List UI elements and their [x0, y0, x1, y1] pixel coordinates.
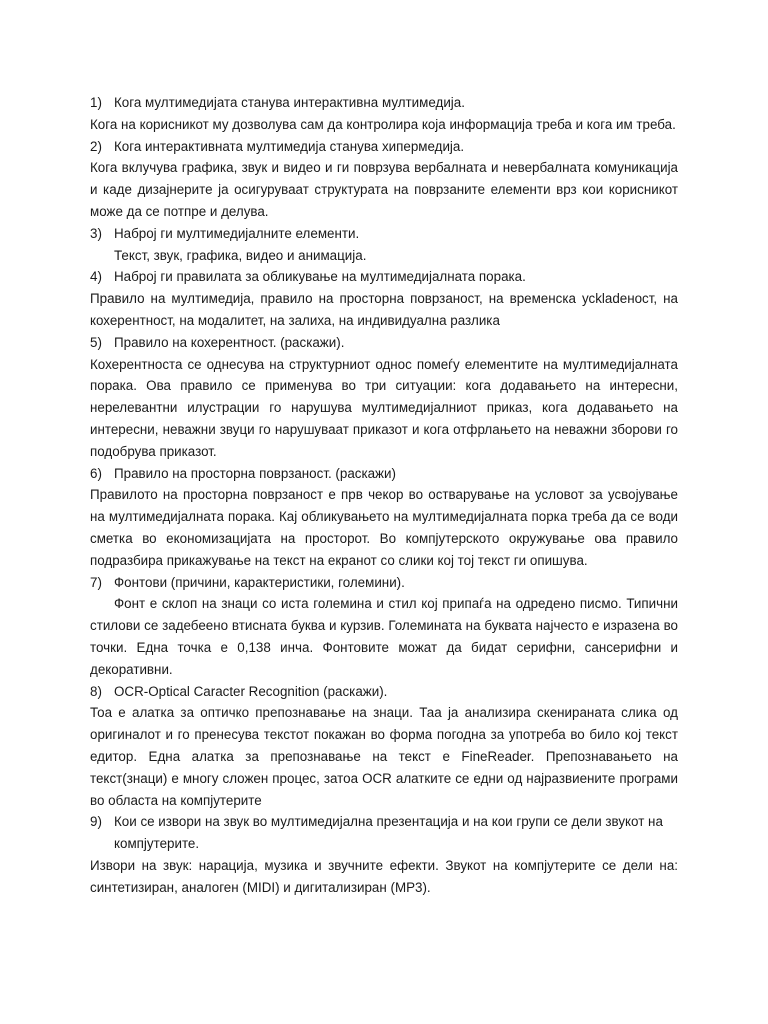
answer-8: Тоа е алатка за оптичко препознавање на знаци. Таа ја анализира скенираната слика од оригиналот и го пренесува текстот покажан во форма погодна за употреба во било кој текст едитор. Една алатка за препознавање на текст е FineReader. Препознавањето на текст(знаци) е многу сложен процес, затоа OCR алатките се едни од најразвиените програми во областа на компјутерите [90, 705, 678, 808]
question-number: 7) [90, 574, 102, 590]
question-number: 8) [90, 683, 102, 699]
question-1 [90, 92, 678, 114]
question-text: Кога интерактивната мултимедија станува хипермедија. [114, 138, 465, 154]
question-number: 9) [90, 814, 102, 830]
question-number: 1) [90, 95, 102, 110]
question-number: 2) [90, 138, 102, 154]
question-text: Кои се извори на звук во мултимедијална презентација и на кои групи се дели звукот на компјутерите. [114, 814, 663, 852]
question-6 [90, 463, 678, 485]
question-3 [90, 223, 678, 245]
question-text: Кога мултимедијата станува интерактивна мултимедија. [114, 95, 465, 110]
question-8 [90, 681, 678, 703]
answer-1: Кога на корисникот му дозволува сам да контролира која информација треба и кога им треба. [90, 116, 676, 132]
question-text: Правило на просторна поврзаност. (раскажи) [114, 465, 396, 481]
question-5 [90, 332, 678, 354]
question-text: Наброј ги мултимедијалните елементи. [114, 225, 360, 241]
question-7 [90, 572, 678, 594]
question-4 [90, 266, 678, 288]
question-number: 5) [90, 334, 102, 350]
answer-7: Фонт е склоп на знаци со иста големина и стил кој припаѓа на одредено писмо. Типични стилови се задебеено втисната буква и курзив. Големината на буквата најчесто е изразена во точки. Една точка е 0,138 инча. Фонтовите можат да бидат серифни, сансерифни и декоративни. [90, 596, 678, 677]
question-text: Наброј ги правилата за обликување на мултимедијалната порака. [114, 269, 526, 285]
answer-2: Кога вклучува графика, звук и видео и ги поврзува вербалната и невербалната комуникација и каде дизајнерите ја осигуруваат структурата на поврзаните елементи врз кои корисникот може да се потпре и делува. [90, 160, 678, 219]
question-2 [90, 136, 678, 158]
answer-4: Правило на мултимедија, правило на просторна поврзаност, на временска усkladеност, на кохерентност, на модалитет, на залиха, на индивидуална разлика [90, 291, 678, 328]
question-text: OCR-Optical Caracter Recognition (раскажи). [114, 683, 388, 699]
answer-6: Правилото на просторна поврзаност е прв чекор во остварување на условот за усвојување на мултимедијалната порака. Кај обликувањето на мултимедијалната порка треба да се води сметка во економизацијата на просторот. Во компјутерското окружување ова правило подразбира прикажување на текст на екранот со слики кој тој текст ги опишува. [90, 487, 678, 568]
question-text: Фонтови (причини, карактеристики, големини). [114, 574, 405, 590]
question-number: 6) [90, 465, 102, 481]
question-number: 4) [90, 269, 102, 285]
answer-9: Извори на звук: нарација, музика и звучните ефекти. Звукот на компјутерите се дели на: синтетизиран, аналоген (MIDI) и дигитализиран (MP3). [90, 857, 678, 895]
question-text: Правило на кохерентност. (раскажи). [114, 334, 345, 350]
document-page [90, 92, 678, 898]
answer-5: Кохерентноста се однесува на структурниот однос помеѓу елементите на мултимедијалната порака. Ова правило се применува во три ситуации: кога додавањето на интересни, нерелевантни илустрации го нарушува мултимедијалниот приказ, кога додавањето на интересни, неважни звуци го нарушуваат приказот и кога отфрлањето на неважни зборови го подобрува приказот. [90, 356, 678, 459]
question-9 [90, 811, 678, 855]
answer-3: Текст, звук, графика, видео и анимација. [114, 247, 367, 263]
question-number: 3) [90, 225, 102, 241]
